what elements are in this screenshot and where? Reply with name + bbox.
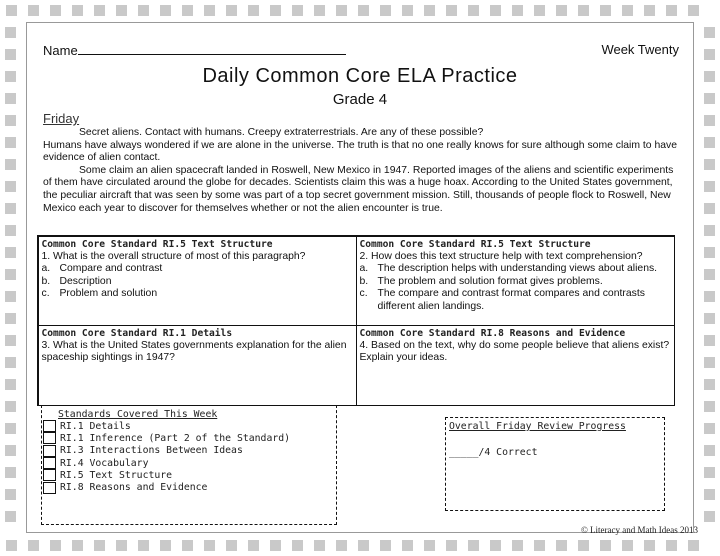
border-square — [226, 540, 237, 551]
border-square — [490, 540, 501, 551]
border-square — [5, 115, 16, 126]
checkbox[interactable] — [43, 420, 56, 432]
border-square — [556, 540, 567, 551]
checkbox[interactable] — [43, 469, 56, 481]
border-square — [270, 5, 281, 16]
border-square — [5, 159, 16, 170]
review-score[interactable]: _____/4 Correct — [449, 447, 538, 458]
name-field[interactable] — [43, 42, 346, 58]
border-square — [182, 5, 193, 16]
standards-title: Standards Covered This Week — [58, 409, 218, 420]
question-standard: Common Core Standard RI.1 Details — [41, 327, 233, 339]
standard-item[interactable]: RI.1 Inference (Part 2 of the Standard) — [42, 432, 336, 444]
border-square — [578, 540, 589, 551]
question-3[interactable] — [38, 325, 357, 406]
border-square — [204, 5, 215, 16]
border-square — [204, 540, 215, 551]
border-square — [704, 49, 715, 60]
checkbox[interactable] — [43, 457, 56, 469]
border-square — [5, 379, 16, 390]
border-square — [688, 540, 699, 551]
border-square — [704, 335, 715, 346]
day-label: Friday — [43, 111, 80, 126]
border-square — [5, 93, 16, 104]
name-label: Name — [43, 43, 78, 58]
passage-paragraph: Secret aliens. Contact with humans. Creepy extraterrestrials. Are any of these possible? — [79, 127, 484, 138]
border-square — [704, 181, 715, 192]
border-square — [704, 27, 715, 38]
border-square — [94, 5, 105, 16]
question-text: 1. What is the overall structure of most of this paragraph? — [41, 250, 306, 262]
border-square — [160, 540, 171, 551]
standard-item[interactable]: RI.5 Text Structure — [42, 469, 336, 481]
border-square — [704, 401, 715, 412]
border-square — [704, 291, 715, 302]
border-square — [704, 93, 715, 104]
border-square — [5, 423, 16, 434]
answer-option-c[interactable]: c. The compare and contrast format compares and contrasts different alien landings. — [359, 288, 645, 312]
border-square — [5, 225, 16, 236]
question-standard: Common Core Standard RI.8 Reasons and Evidence — [359, 327, 626, 339]
border-square — [5, 247, 16, 258]
border-square — [644, 5, 655, 16]
border-square — [402, 5, 413, 16]
border-square — [5, 71, 16, 82]
border-square — [578, 5, 589, 16]
border-square — [5, 291, 16, 302]
border-square — [534, 5, 545, 16]
border-square — [512, 540, 523, 551]
border-square — [380, 540, 391, 551]
standards-covered-box — [41, 405, 337, 525]
border-square — [5, 335, 16, 346]
question-grid — [37, 235, 675, 406]
border-square — [94, 540, 105, 551]
border-square — [116, 5, 127, 16]
passage-paragraph: Some claim an alien spacecraft landed in Roswell, New Mexico in 1947. Reported images of the aliens and scientific experiments of them have circulated around the globe for decades. Scientists claim this was a huge hoax. According to the United States government, the peculiar aircraft that was seen by some was part of a top secret government mission. Still, thousands of people flock to Roswell, New Mexico each year to discover for themselves whether or not the alien encounter is true. — [43, 164, 674, 214]
border-square — [704, 511, 715, 522]
border-square — [704, 379, 715, 390]
border-square — [226, 5, 237, 16]
border-square — [704, 445, 715, 456]
border-square — [5, 489, 16, 500]
border-square — [5, 445, 16, 456]
border-square — [5, 27, 16, 38]
border-square — [336, 540, 347, 551]
border-square — [5, 269, 16, 280]
checkbox[interactable] — [43, 445, 56, 457]
standard-item[interactable]: RI.3 Interactions Between Ideas — [42, 445, 336, 457]
review-progress-box — [445, 417, 665, 511]
border-square — [704, 115, 715, 126]
border-square — [622, 540, 633, 551]
reading-passage — [43, 127, 683, 215]
border-square — [704, 423, 715, 434]
border-square — [704, 313, 715, 324]
question-standard: Common Core Standard RI.5 Text Structure — [359, 238, 591, 250]
question-text: 2. How does this text structure help with text comprehension? — [359, 250, 643, 262]
border-square — [138, 5, 149, 16]
border-square — [688, 5, 699, 16]
border-square — [5, 313, 16, 324]
border-square — [666, 540, 677, 551]
border-square — [248, 540, 259, 551]
border-square — [358, 5, 369, 16]
border-square — [28, 540, 39, 551]
border-square — [5, 137, 16, 148]
border-square — [270, 540, 281, 551]
answer-option-a[interactable]: a. The description helps with understanding views about aliens. — [359, 263, 658, 275]
border-square — [644, 540, 655, 551]
border-square — [6, 5, 17, 16]
answer-option-a[interactable]: a. Compare and contrast — [41, 263, 163, 275]
page-title: Daily Common Core ELA Practice — [202, 65, 518, 87]
border-square — [704, 71, 715, 82]
border-square — [704, 357, 715, 368]
week-label: Week Twenty — [601, 42, 679, 57]
copyright: © Literacy and Math Ideas 2013 — [580, 525, 698, 535]
border-square — [50, 5, 61, 16]
question-text: 4. Based on the text, why do some people believe that aliens exist? Explain your ideas. — [359, 339, 670, 364]
border-square — [116, 540, 127, 551]
answer-option-c[interactable]: c. Problem and solution — [41, 288, 158, 300]
border-square — [72, 540, 83, 551]
question-4[interactable] — [356, 325, 675, 406]
border-square — [72, 5, 83, 16]
border-square — [5, 357, 16, 368]
border-square — [182, 540, 193, 551]
border-square — [556, 5, 567, 16]
border-square — [600, 5, 611, 16]
border-square — [5, 49, 16, 60]
border-square — [160, 5, 171, 16]
border-square — [402, 540, 413, 551]
border-square — [446, 5, 457, 16]
border-square — [490, 5, 501, 16]
border-square — [424, 5, 435, 16]
border-square — [5, 467, 16, 478]
border-square — [704, 467, 715, 478]
checkbox[interactable] — [43, 432, 56, 444]
border-square — [336, 5, 347, 16]
border-square — [424, 540, 435, 551]
border-square — [704, 489, 715, 500]
answer-option-b[interactable]: b. Description — [41, 275, 112, 287]
border-square — [292, 5, 303, 16]
question-standard: Common Core Standard RI.5 Text Structure — [41, 238, 273, 250]
border-square — [5, 181, 16, 192]
border-square — [5, 401, 16, 412]
border-square — [468, 5, 479, 16]
border-square — [704, 225, 715, 236]
border-square — [534, 540, 545, 551]
name-blank[interactable] — [78, 42, 346, 55]
border-square — [6, 540, 17, 551]
grade-label: Grade 4 — [332, 91, 388, 108]
border-square — [380, 5, 391, 16]
passage-paragraph: Humans have always wondered if we are alone in the universe. The truth is that no one really knows for sure although some claim to have evidence of alien contact. — [43, 139, 677, 164]
border-square — [138, 540, 149, 551]
border-square — [292, 540, 303, 551]
border-square — [704, 247, 715, 258]
border-square — [468, 540, 479, 551]
border-square — [704, 159, 715, 170]
border-square — [358, 540, 369, 551]
border-square — [446, 540, 457, 551]
checkbox[interactable] — [43, 482, 56, 494]
standard-item[interactable]: RI.4 Vocabulary — [42, 457, 336, 469]
border-square — [5, 203, 16, 214]
border-square — [50, 540, 61, 551]
border-square — [248, 5, 259, 16]
worksheet-page — [26, 22, 694, 533]
border-square — [314, 5, 325, 16]
border-square — [622, 5, 633, 16]
border-square — [28, 5, 39, 16]
question-2 — [356, 236, 675, 326]
border-square — [5, 511, 16, 522]
question-text: 3. What is the United States governments explanation for the alien spaceship sightings in 1947? — [41, 339, 347, 364]
border-square — [600, 540, 611, 551]
standard-item[interactable]: RI.1 Details — [42, 420, 336, 432]
border-square — [704, 137, 715, 148]
standard-item[interactable]: RI.8 Reasons and Evidence — [42, 481, 336, 493]
border-square — [666, 5, 677, 16]
border-square — [314, 540, 325, 551]
border-square — [704, 203, 715, 214]
border-square — [704, 269, 715, 280]
border-square — [512, 5, 523, 16]
question-1 — [38, 236, 357, 326]
answer-option-b[interactable]: b. The problem and solution format gives problems. — [359, 275, 603, 287]
review-title: Overall Friday Review Progress — [449, 421, 626, 432]
